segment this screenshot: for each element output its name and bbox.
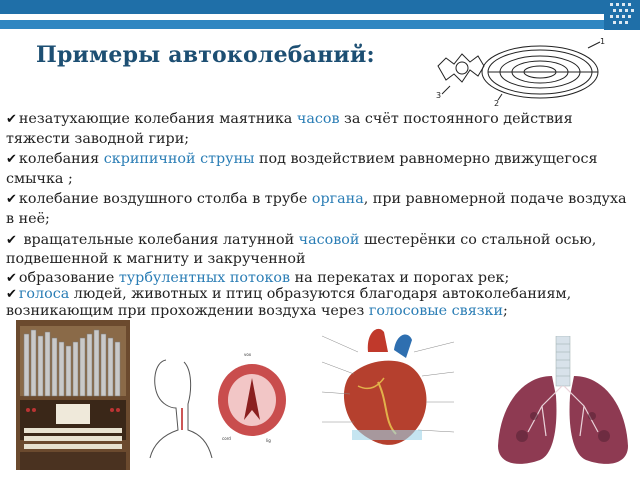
slide-title: Примеры автоколебаний: [36, 42, 375, 68]
list-item [6, 150, 634, 188]
header-bar-lower [0, 20, 640, 29]
keyword-link[interactable]: голосовые связки [368, 303, 504, 320]
list-item-text: , при равномерной подаче воздуха в неё; [6, 191, 627, 227]
organ-image [16, 320, 130, 470]
list-item-text: незатухающие колебания маятника [18, 111, 297, 127]
list-item-text: вращательные колебания латунной [18, 231, 299, 248]
list-item [6, 110, 634, 148]
list-item-text: колебания [18, 151, 104, 168]
list-item-text: людей, животных и птиц образуются благодаря автоколебаниям, возникающим при прохождении воздуха через [6, 286, 572, 320]
list-item-text: ; [503, 303, 508, 320]
illustrations-row [0, 318, 640, 480]
checkmark-bullet-icon: ✔ [6, 152, 17, 168]
list-item-text: образование [18, 269, 119, 286]
balance-wheel-diagram [428, 36, 608, 108]
keyword-link[interactable]: часовой [298, 231, 360, 248]
header-bar [0, 0, 640, 14]
list-item-text: под воздействием равномерно движущегося смычка ; [6, 151, 598, 187]
list-item [6, 190, 634, 228]
examples-list [6, 110, 634, 319]
lungs-image [492, 336, 638, 476]
svg-text:lig: lig [266, 438, 271, 443]
checkmark-bullet-icon: ✔ [6, 287, 17, 303]
list-item-text: шестерёнки со стальной осью, подвешенной к магниту и закрученной [6, 231, 597, 268]
list-item-text: за счёт постоянного действия тяжести заводной гири; [6, 111, 573, 147]
keyword-link[interactable]: голоса [18, 286, 70, 303]
keyword-link[interactable]: скрипичной струны [103, 151, 255, 168]
svg-text:vox: vox [244, 352, 252, 357]
checkmark-bullet-icon: ✔ [6, 112, 17, 127]
svg-text:cord: cord [222, 436, 231, 441]
larynx-image [148, 350, 288, 460]
svg-text:1: 1 [600, 37, 606, 46]
list-item [6, 231, 634, 269]
checkmark-bullet-icon: ✔ [6, 270, 17, 286]
keyword-link[interactable]: органа [311, 191, 364, 208]
list-item-text: колебание воздушного столба в трубе [18, 191, 312, 208]
svg-text:3: 3 [436, 91, 442, 100]
keyword-link[interactable]: турбулентных потоков [118, 269, 291, 286]
checkmark-bullet-icon: ✔ [6, 232, 17, 248]
list-item-text: на перекатах и порогах рек; [290, 269, 510, 286]
keyword-link[interactable]: часов [296, 111, 340, 127]
svg-text:2: 2 [494, 99, 500, 108]
list-item [6, 286, 634, 319]
checkmark-bullet-icon: ✔ [6, 192, 17, 208]
corner-decoration [604, 0, 640, 30]
heart-image [318, 322, 458, 470]
